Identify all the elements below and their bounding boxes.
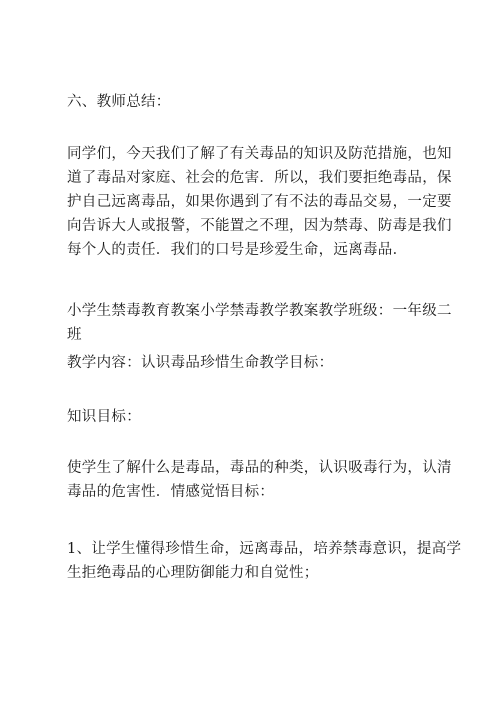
teaching-content-line: 教学内容：认识毒品珍惜生命教学目标： — [67, 355, 334, 371]
section-heading-teacher-summary: 六、教师总结： — [67, 94, 171, 110]
knowledge-goal-heading: 知识目标： — [67, 409, 141, 425]
goal-list-item-1: 1、让学生懂得珍惜生命，远离毒品，培养禁毒意识，提高学生拒绝毒品的心理防御能力和自觉性； — [67, 541, 462, 581]
knowledge-goal-paragraph: 使学生了解什么是毒品，毒品的种类，认识吸毒行为，认清毒品的危害性．情感觉悟目标： — [67, 460, 452, 500]
lesson-plan-title-line: 小学生禁毒教育教案小学禁毒教学教案教学班级：一年级二班 — [67, 303, 452, 343]
teacher-summary-paragraph: 同学们，今天我们了解了有关毒品的知识及防范措施，也知道了毒品对家庭、社会的危害．所以，我们要拒绝毒品，保护自己远离毒品，如果你遇到了有不法的毒品交易，一定要向告诉大人或报警，不能置之不理，因为禁毒、防毒是我们每个人的责任．我们的口号是珍爱生命，远离毒品． — [67, 146, 452, 258]
